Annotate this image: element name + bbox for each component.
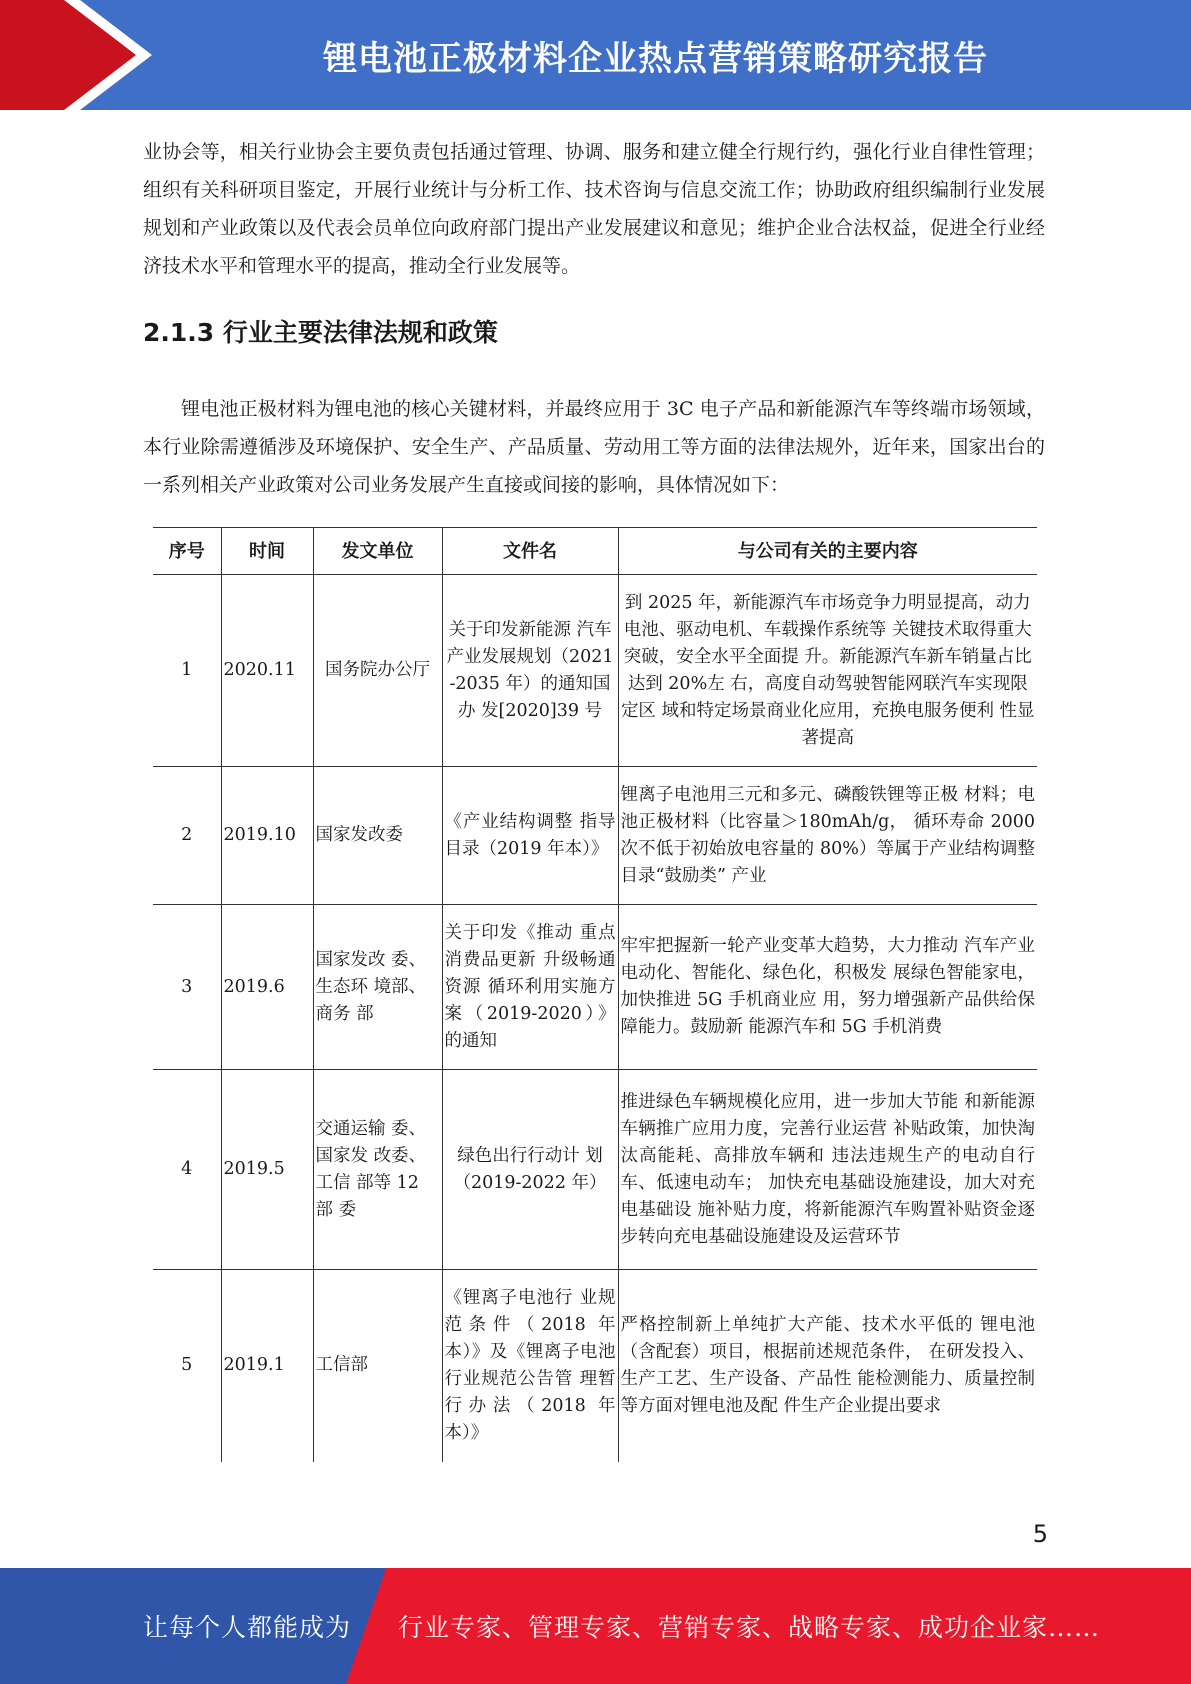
- column-header-document: 文件名: [442, 528, 618, 575]
- cell-no: 5: [181, 1355, 193, 1376]
- cell-no: 4: [153, 1070, 221, 1270]
- policy-table: [153, 527, 1037, 1462]
- cell-document: 绿色出行行动计 划（2019-2022 年）: [442, 1070, 618, 1270]
- cell-issuer: 工信部: [313, 1270, 442, 1462]
- column-header-no: 序号: [153, 528, 221, 575]
- cell-no: 3: [153, 905, 221, 1070]
- column-header-content: 与公司有关的主要内容: [618, 528, 1037, 575]
- cell-no: 2: [153, 767, 221, 905]
- cell-no: 1: [153, 575, 221, 767]
- column-header-date: 时间: [221, 528, 313, 575]
- header-bar: [0, 0, 1191, 110]
- footer-slogan-right: 行业专家、管理专家、营销专家、战略专家、成功企业家……: [398, 1613, 1101, 1642]
- cell-date: 2020.11: [221, 575, 313, 767]
- cell-issuer: 国务院办公厅: [313, 575, 442, 767]
- report-title: 锂电池正极材料企业热点营销策略研究报告: [323, 38, 988, 79]
- cell-date: 2019.1: [221, 1270, 313, 1462]
- cell-content: 锂离子电池用三元和多元、磷酸铁锂等正极 材料；电池正极材料（比容量＞180mAh/g， 循环寿命 2000 次不低于初始放电容量的 80%）等属于产业结构调整目录“鼓励类” 产业: [618, 767, 1037, 905]
- section-paragraph: 锂电池正极材料为锂电池的核心关键材料，并最终应用于 3C 电子产品和新能源汽车等终端市场领域，本行业除需遵循涉及环境保护、安全生产、产品质量、劳动用工等方面的法律法规外，近年来，国家出台的一系列相关产业政策对公司业务发展产生直接或间接的影响，具体情况如下：: [143, 398, 1045, 496]
- cell-document: 《锂离子电池行 业规范条件（2018 年本）》及《锂离子电池 行业规范公告管 理暂行办法（2018 年本）》: [442, 1270, 618, 1462]
- cell-document: 《产业结构调整 指导目录（2019 年本）》: [442, 767, 618, 905]
- table-row: [153, 1070, 1037, 1270]
- table-row: [153, 767, 1037, 905]
- table-header-row: [153, 528, 1037, 575]
- intro-paragraph: 业协会等，相关行业协会主要负责包括通过管理、协调、服务和建立健全行规行约，强化行业自律性管理；组织有关科研项目鉴定，开展行业统计与分析工作、技术咨询与信息交流工作；协助政府组织编制行业发展规划和产业政策以及代表会员单位向政府部门提出产业发展建议和意见；维护企业合法权益，促进全行业经济技术水平和管理水平的提高，推动全行业发展等。: [143, 141, 1045, 277]
- footer-slogan-left: 让每个人都能成为: [143, 1613, 352, 1642]
- table-row: [153, 575, 1037, 767]
- cell-issuer: 国家发改 委、生态环 境部、商务 部: [313, 905, 442, 1070]
- cell-document: 关于印发《推动 重点消费品更新 升级畅通资源 循环利用实施方 案（2019-2020）》 的通知: [442, 905, 618, 1070]
- cell-issuer: 国家发改委: [313, 767, 442, 905]
- section-heading: 2.1.3 行业主要法律法规和政策: [143, 318, 498, 347]
- column-header-issuer: 发文单位: [313, 528, 442, 575]
- cell-content: 严格控制新上单纯扩大产能、技术水平低的 锂电池（含配套）项目，根据前述规范条件， 在研发投入、生产工艺、生产设备、产品性 能检测能力、质量控制等方面对锂电池及配 件生产企业提出要求: [618, 1270, 1037, 1462]
- table-row: [153, 905, 1037, 1070]
- cell-date: 2019.5: [221, 1070, 313, 1270]
- page-number: 5: [1032, 1520, 1048, 1548]
- cell-content: 到 2025 年，新能源汽车市场竞争力明显提高，动力电池、驱动电机、车载操作系统等 关键技术取得重大突破，安全水平全面提 升。新能源汽车新车销量占比达到 20%左 右，高度自动驾驶智能网联汽车实现限定区 域和特定场景商业化应用，充换电服务便利 性显著提高: [618, 575, 1037, 767]
- table-row: [153, 1270, 1037, 1462]
- cell-date: 2019.6: [221, 905, 313, 1070]
- cell-date: 2019.10: [221, 767, 313, 905]
- cell-content: 牢牢把握新一轮产业变革大趋势，大力推动 汽车产业电动化、智能化、绿色化，积极发 展绿色智能家电，加快推进 5G 手机商业应 用，努力增强新产品供给保障能力。鼓励新 能源汽车和 5G 手机消费: [618, 905, 1037, 1070]
- cell-document: 关于印发新能源 汽车产业发展规划（2021-2035 年）的通知国办 发[2020]39 号: [442, 575, 618, 767]
- cell-content: 推进绿色车辆规模化应用，进一步加大节能 和新能源车辆推广应用力度，完善行业运营 补贴政策，加快淘汰高能耗、高排放车辆和 违法违规生产的电动自行车、低速电动车； 加快充电基础设施建设，加大对充电基础设 施补贴力度，将新能源汽车购置补贴资金逐步转向充电基础设施建设及运营环节: [618, 1070, 1037, 1270]
- cell-issuer: 交通运输 委、国家发 改委、工信 部等 12 部 委: [313, 1070, 442, 1270]
